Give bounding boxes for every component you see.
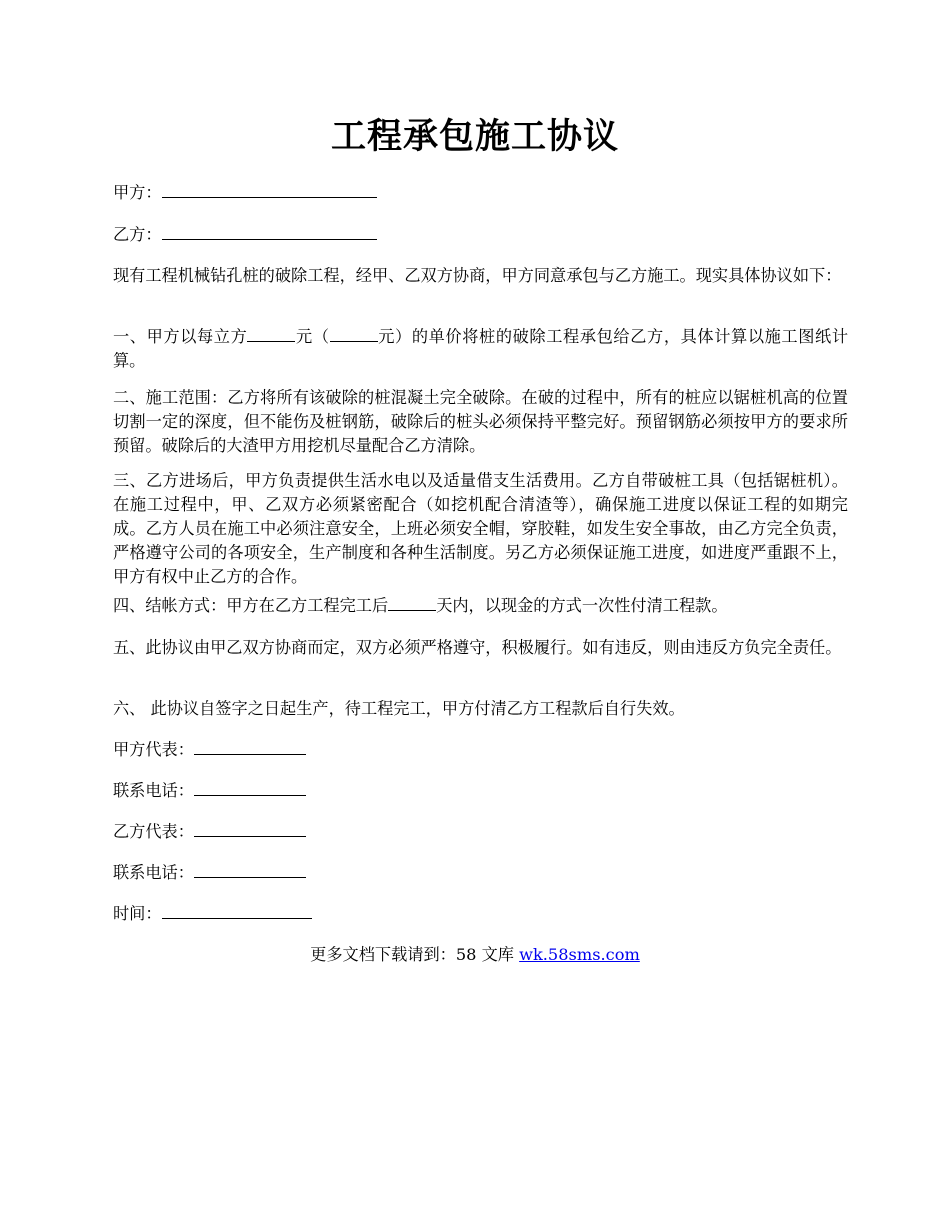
party-a-field [113,181,377,205]
clause-2: 二、施工范围：乙方将所有该破除的桩混凝土完全破除。在破的过程中，所有的桩应以锯桩机高的位置切割一定的深度，但不能伤及桩钢筋，破除后的桩头必须保持平整完好。预留钢筋必须按甲方的要求所预留。破除后的大渣甲方用挖机尽量配合乙方清除。 [113,388,848,455]
clause-4-part-2: 天内，以现金的方式一次性付清工程款。 [436,596,728,615]
phone-b-label: 联系电话： [113,863,194,882]
clause-1-part-3: 元）的单价将桩的破除工程承包给乙方，具体计算以施工图纸计算。 [113,327,849,370]
phone-a-label: 联系电话： [113,781,194,800]
party-b-field [113,223,377,247]
clause-4 [113,594,848,618]
payment-days-blank[interactable] [388,594,436,611]
phone-b-blank[interactable] [194,861,306,878]
phone-a-field [113,779,306,803]
rep-b-field [113,820,306,844]
party-a-blank[interactable] [162,181,377,198]
footer [0,943,950,967]
rep-b-blank[interactable] [194,820,306,837]
time-field [113,902,312,926]
footer-text: 更多文档下载请到：58 文库 [310,945,520,964]
unit-price-capital-blank[interactable] [330,325,378,342]
unit-price-blank[interactable] [247,325,295,342]
clause-6: 六、 此协议自签字之日起生产，待工程完工，甲方付清乙方工程款后自行失效。 [113,699,685,718]
footer-link[interactable]: wk.58sms.com [519,945,640,964]
rep-a-field [113,738,306,762]
clause-1-part-1: 一、甲方以每立方 [113,327,248,346]
time-label: 时间： [113,904,162,923]
intro-paragraph: 现有工程机械钻孔桩的破除工程，经甲、乙双方协商，甲方同意承包与乙方施工。现实具体协议如下： [113,266,842,285]
rep-a-blank[interactable] [194,738,306,755]
phone-b-field [113,861,306,885]
clause-1-part-2: 元（ [295,327,330,346]
clause-5: 五、此协议由甲乙双方协商而定，双方必须严格遵守，积极履行。如有违反，则由违反方负完全责任。 [113,638,842,657]
clause-1 [113,325,848,373]
party-a-label: 甲方： [113,183,162,202]
rep-a-label: 甲方代表： [113,740,194,759]
party-b-label: 乙方： [113,225,162,244]
time-blank[interactable] [162,902,312,919]
phone-a-blank[interactable] [194,779,306,796]
clause-3: 三、乙方进场后，甲方负责提供生活水电以及适量借支生活费用。乙方自带破桩工具（包括锯桩机）。在施工过程中，甲、乙双方必须紧密配合（如挖机配合清渣等），确保施工进度以保证工程的如期完成。乙方人员在施工中必须注意安全，上班必须安全帽，穿胶鞋，如发生安全事故，由乙方完全负责，严格遵守公司的各项安全，生产制度和各种生活制度。另乙方必须保证施工进度，如进度严重跟不上，甲方有权中止乙方的合作。 [113,471,848,586]
clause-4-part-1: 四、结帐方式：甲方在乙方工程完工后 [113,596,389,615]
party-b-blank[interactable] [162,223,377,240]
document-title: 工程承包施工协议 [330,116,619,157]
rep-b-label: 乙方代表： [113,822,194,841]
